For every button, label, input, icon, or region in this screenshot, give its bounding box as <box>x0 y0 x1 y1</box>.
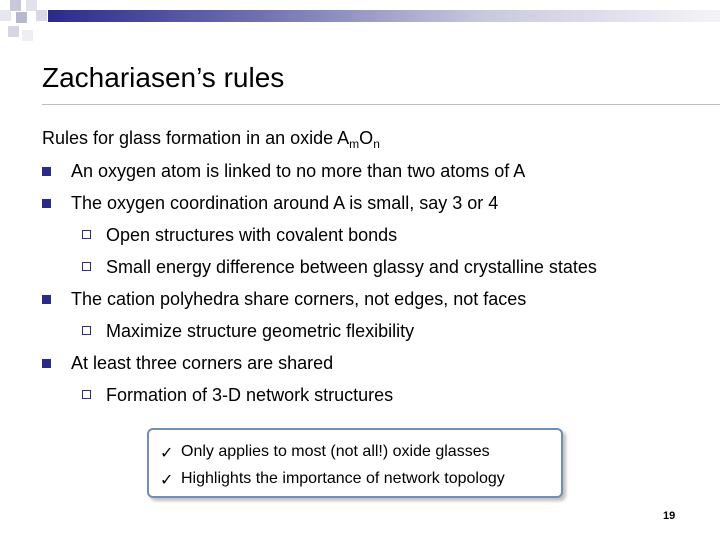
hollow-square-bullet-icon <box>82 262 91 271</box>
bullet-text: An oxygen atom is linked to no more than two atoms of A <box>71 161 526 181</box>
square-bullet-icon <box>42 359 51 368</box>
bullet-text: The cation polyhedra share corners, not edges, not faces <box>71 289 527 309</box>
intro-subscript-m: m <box>349 137 360 151</box>
decorative-square <box>8 26 19 37</box>
hollow-square-bullet-icon <box>82 390 91 399</box>
square-bullet-icon <box>42 295 51 304</box>
decorative-square <box>0 10 11 21</box>
hollow-square-bullet-icon <box>82 230 91 239</box>
title-divider <box>42 104 720 105</box>
hollow-square-bullet-icon <box>82 326 91 335</box>
sub-bullet-text: Small energy difference between glassy and crystalline states <box>106 257 597 277</box>
square-bullet-icon <box>42 199 51 208</box>
sub-bullet-text: Maximize structure geometric flexibility <box>106 321 415 341</box>
callout-box <box>147 428 563 498</box>
callout-text: Highlights the importance of network topology <box>181 470 505 487</box>
decorative-square <box>16 12 27 23</box>
callout-text: Only applies to most (not all!) oxide glasses <box>181 443 490 460</box>
header-gradient-bar <box>48 10 720 22</box>
intro-oxygen: O <box>359 128 374 148</box>
page-number: 19 <box>663 510 676 522</box>
sub-bullet-text: Open structures with covalent bonds <box>106 225 398 245</box>
intro-subscript-n: n <box>373 137 380 151</box>
square-bullet-icon <box>42 167 51 176</box>
checkmark-icon: ✓ <box>160 445 174 462</box>
bullet-text: At least three corners are shared <box>71 353 334 373</box>
decorative-square <box>36 10 47 21</box>
bullet-text: The oxygen coordination around A is small, say 3 or 4 <box>71 193 499 213</box>
decorative-square <box>10 0 21 11</box>
intro-text: Rules for glass formation in an oxide A <box>42 128 350 148</box>
header-decoration <box>0 0 720 48</box>
checkmark-icon: ✓ <box>160 472 174 489</box>
decorative-square <box>22 30 33 41</box>
intro-line <box>42 128 380 151</box>
slide-title: Zachariasen’s rules <box>42 62 285 93</box>
sub-bullet-text: Formation of 3-D network structures <box>106 385 394 405</box>
